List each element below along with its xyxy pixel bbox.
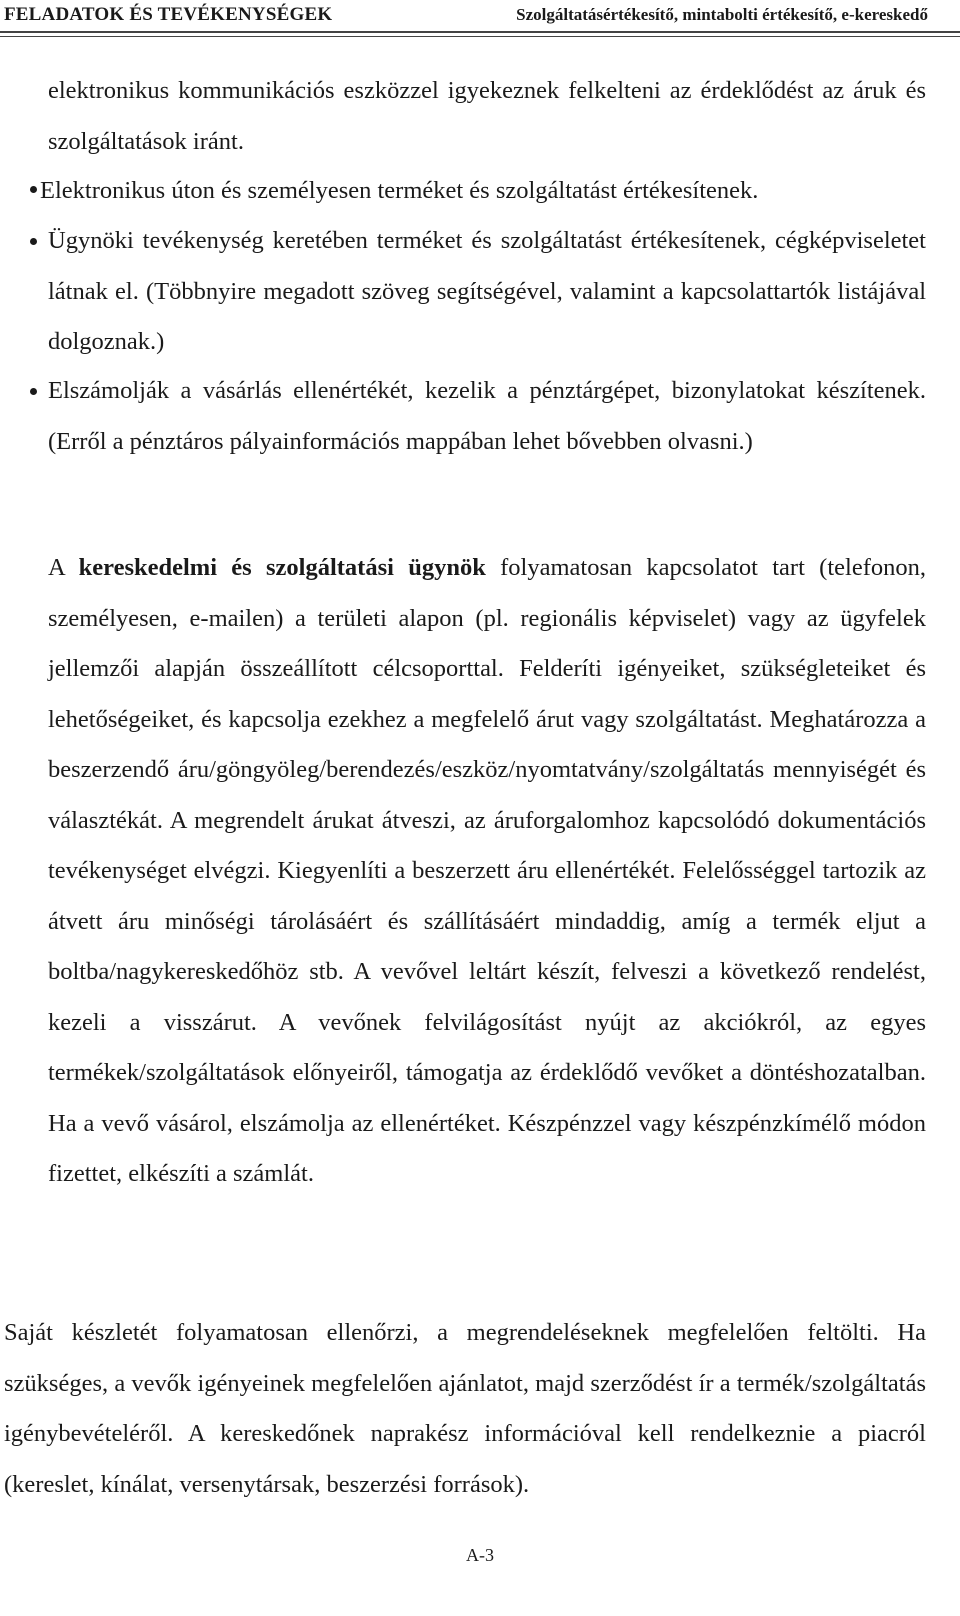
- header-rule-thin: [0, 36, 960, 37]
- page-header: [0, 0, 960, 34]
- agent-paragraph-bold: kereskedelmi és szolgáltatási ügynök: [78, 554, 486, 581]
- agent-paragraph-prefix: A: [48, 554, 79, 581]
- agent-paragraph: [48, 543, 926, 1200]
- bullet-item-1: Elektronikus úton és személyesen terméket és szolgáltatást értékesítenek.: [40, 177, 759, 204]
- bullet-icon: [30, 186, 37, 193]
- bullet-item-2: Ügynöki tevékenység keretében terméket és szolgáltatást értékesítenek, cégképviseletet látnak el. (Többnyire megadott szöveg segítségével, valamint a kapcsolattartók listájával dolgoznak.): [48, 227, 926, 355]
- agent-paragraph-text: folyamatosan kapcsolatot tart (telefonon, személyesen, e-mailen) a területi alapon (pl. regionális képviselet) vagy az ügyfelek jellemzői alapján összeállított célcsoporttal. Felderíti igényeiket, szükségleteiket és lehetőségeiket, és kapcsolja ezekhez a megfelelő árut vagy szolgáltatást. Meghatározza a beszerzendő áru/göngyöleg/berendezés/eszköz/nyomtatvány/szolgáltatás mennyiségét és választékát. A megrendelt árukat átveszi, az áruforgalomhoz kapcsolódó dokumentációs tevékenységet elvégzi. Kiegyenlíti a beszerzett áru ellenértékét. Felelősséggel tartozik az átvett áru minőségi tárolásáért és szállításáért mindaddig, amíg a termék eljut a boltba/nagykereskedőhöz stb. A vevővel leltárt készít, felveszi a következő rendelést, kezeli a visszárut. A vevőnek felvilágosítást nyújt az akciókról, az egyes termékek/szolgáltatások előnyeiről, támogatja az érdeklődő vevőket a döntéshozatalban. Ha a vevő vásárol, elszámolja az ellenértéket. Készpénzzel vagy készpénzkímélő módon fizettet, elkészíti a számlát.: [48, 554, 926, 1187]
- header-occupation-title: Szolgáltatásértékesítő, mintabolti értékesítő, e-kereskedő: [516, 5, 928, 24]
- continuation-paragraph: elektronikus kommunikációs eszközzel igyekeznek felkelteni az érdeklődést az áruk és szolgáltatások iránt.: [48, 77, 926, 155]
- header-rule: [0, 31, 960, 33]
- stock-paragraph: Saját készletét folyamatosan ellenőrzi, a megrendeléseknek megfelelően feltölti. Ha szükséges, a vevők igényeinek megfelelően ajánlatot, majd szerződést ír a termék/szolgáltatás igénybevételéről. A kereskedőnek naprakész információval kell rendelkeznie a piacról (kereslet, kínálat, versenytársak, beszerzési források).: [4, 1319, 926, 1498]
- bullet-icon: [30, 388, 37, 395]
- header-section-title: FELADATOK ÉS TEVÉKENYSÉGEK: [4, 4, 333, 25]
- bullet-icon: [30, 238, 37, 245]
- bullet-item-3: Elszámolják a vásárlás ellenértékét, kezelik a pénztárgépet, bizonylatokat készítenek. (Erről a pénztáros pályainformációs mappában lehet bővebben olvasni.): [48, 377, 926, 455]
- page-number: A-3: [466, 1545, 494, 1565]
